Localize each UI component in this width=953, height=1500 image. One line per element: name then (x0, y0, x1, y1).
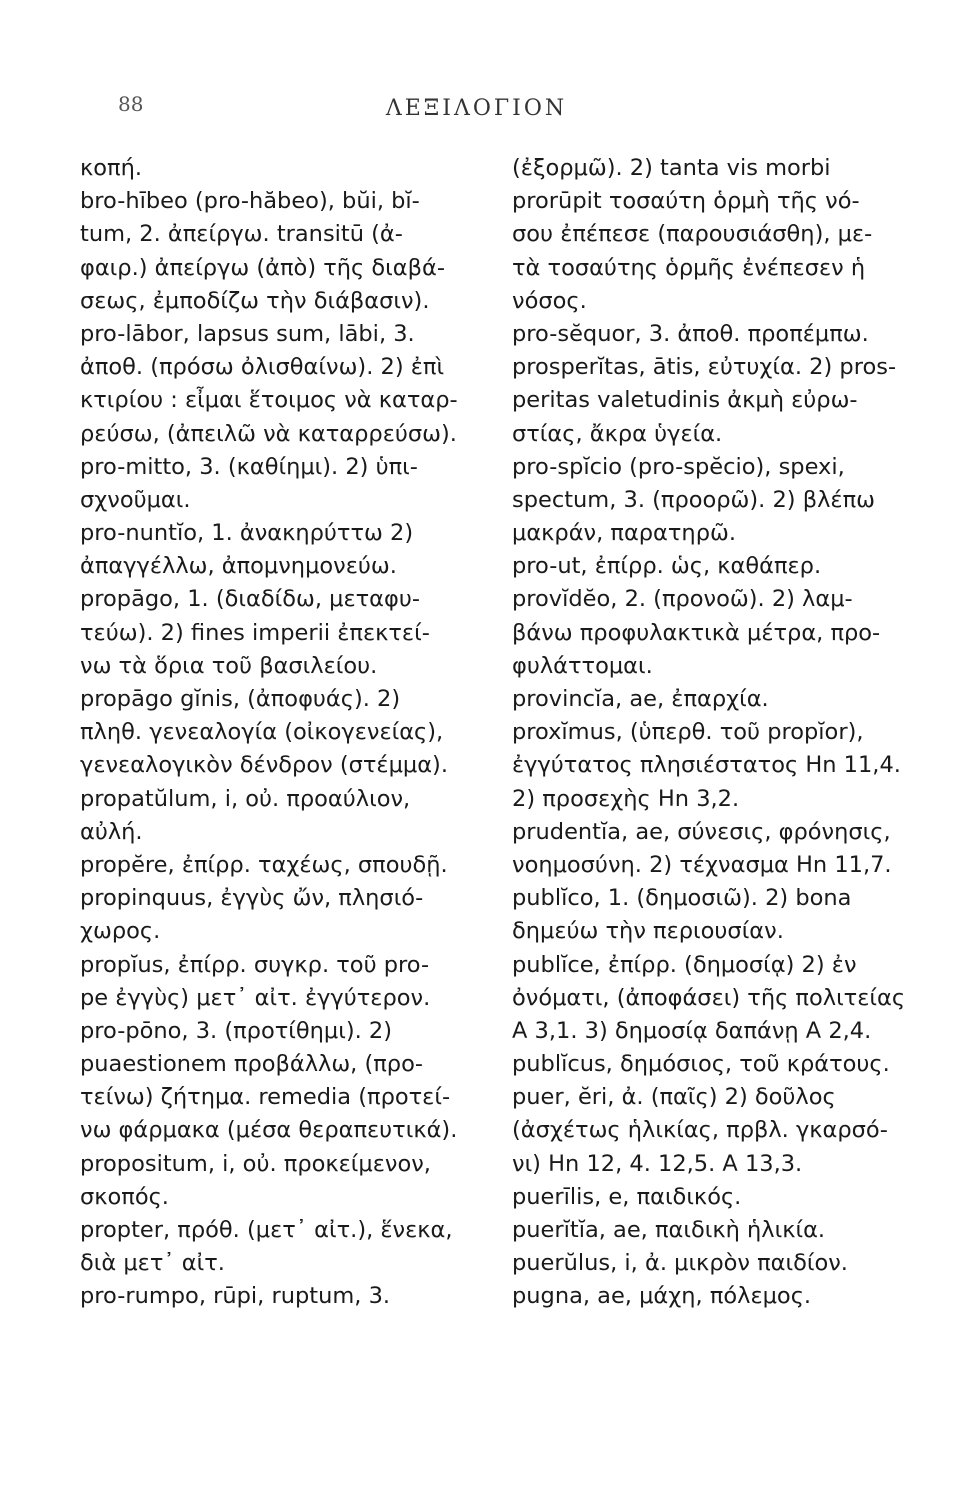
entry-line: puaestionem προβάλλω, (προ- (80, 1051, 423, 1078)
entry-line: δημεύω τὴν περιουσίαν. (512, 918, 784, 945)
entry-line: φαιρ.) ἀπείργω (ἀπὸ) τῆς διαβά- (80, 254, 445, 281)
right-column (512, 152, 932, 1314)
entry-line: propositum, i, οὐ. προκείμενον, (80, 1150, 431, 1177)
page-number: 88 (118, 92, 144, 116)
entry-line: puer, ĕri, ἀ. (παῖς) 2) δοῦλος (512, 1084, 836, 1111)
entry-line: νόσος. (512, 287, 587, 314)
entry-line: (ἐξορμῶ). 2) tanta vis morbi (512, 155, 831, 181)
entry-line: provincĭa, ae, ἐπαρχία. (512, 686, 769, 712)
entry-line: τὰ τοσαύτης ὁρμῆς ἐνέπεσεν ἡ (512, 254, 866, 281)
entry-line: peritas valetudinis ἀκμὴ εὐρω- (512, 387, 858, 414)
entry-line: propter, πρόθ. (μετ᾽ αἰτ.), ἕνεκα, (80, 1217, 453, 1243)
entry-line: τείνω) ζήτημα. remedia (προτεί- (80, 1084, 451, 1111)
entry-line: pro-lābor, lapsus sum, lābi, 3. (80, 320, 415, 347)
entry-line: tum, 2. ἀπείργω. transitū (ἀ- (80, 221, 403, 248)
entry-line: puerīlis, e, παιδικός. (512, 1183, 742, 1210)
entry-line: τεύω). 2) fines imperii ἐπεκτεί- (80, 619, 430, 646)
entry-line: γενεαλογικὸν δένδρον (στέμμα). (80, 752, 448, 779)
left-column (80, 152, 480, 1314)
entry-line: βάνω προφυλακτικὰ μέτρα, προ- (512, 619, 881, 646)
entry-line: puerĭtĭa, ae, παιδικὴ ἡλικία. (512, 1217, 826, 1243)
entry-line: σεως, ἐμποδίζω τὴν διάβασιν). (80, 287, 430, 314)
entry-line: pro-nuntĭo, 1. ἀνακηρύττω 2) (80, 520, 414, 547)
entry-line: 2) προσεχὴς Ηn 3,2. (512, 785, 740, 812)
entry-line: propāgo gĭnis, (ἀποφυάς). 2) (80, 686, 401, 712)
entry-line: σου ἐπέπεσε (παρουσιάσθη), με- (512, 221, 873, 248)
entry-line: σχνοῦμαι. (80, 486, 191, 513)
entry-line: Α 3,1. 3) δημοσίᾳ δαπάνῃ Α 2,4. (512, 1017, 872, 1044)
entry-line: πληθ. γενεαλογία (οἰκογενείας), (80, 719, 444, 746)
entry-line: νω φάρμακα (μέσα θεραπευτικά). (80, 1117, 458, 1144)
entry-line: propatŭlum, i, οὐ. προαύλιον, (80, 785, 411, 812)
entry-line: bro-hībeo (pro-hăbeo), bŭi, bĭ- (80, 188, 420, 215)
entry-line: ἀπαγγέλλω, ἀπομνημονεύω. (80, 553, 397, 580)
entry-line: puerŭlus, i, ἀ. μικρὸν παιδίον. (512, 1250, 848, 1277)
entry-line: pro-rumpo, rūpi, ruptum, 3. (80, 1283, 391, 1310)
entry-line: pe ἐγγὺς) μετ᾽ αἰτ. ἐγγύτερον. (80, 984, 431, 1011)
entry-line: proxĭmus, (ὑπερθ. τοῦ propĭor), (512, 719, 864, 746)
entry-line: pugna, ae, μάχη, πόλεμος. (512, 1283, 812, 1310)
entry-line: provĭdĕo, 2. (προνοῶ). 2) λαμ- (512, 586, 853, 613)
entry-line: pro-mitto, 3. (καθίημι). 2) ὑπι- (80, 453, 418, 480)
entry-line: κοπή. (80, 155, 142, 181)
entry-line: prosperĭtas, ātis, εὐτυχία. 2) pros- (512, 354, 897, 381)
entry-line: propinquus, ἐγγὺς ὤν, πλησιό- (80, 885, 424, 912)
entry-line: publĭcus, δημόσιος, τοῦ κράτους. (512, 1051, 890, 1078)
entry-line: prorūpit τοσαύτη ὁρμὴ τῆς νό- (512, 188, 860, 215)
entry-line: ρεύσω, (ἀπειλῶ νὰ καταρρεύσω). (80, 420, 457, 447)
entry-line: propĕre, ἐπίρρ. ταχέως, σπουδῇ. (80, 851, 448, 878)
entry-line: νω τὰ ὅρια τοῦ βασιλείου. (80, 652, 378, 679)
entry-line: σκοπός. (80, 1183, 169, 1210)
entry-line: pro-pōno, 3. (προτίθημι). 2) (80, 1017, 393, 1044)
entry-line: ἐγγύτατος πλησιέστατος Ηn 11,4. (512, 752, 901, 779)
running-head: ΛΕΞΙΛΟΓΙΟΝ (385, 96, 568, 121)
entry-line: φυλάττομαι. (512, 652, 653, 679)
entry-line: spectum, 3. (προορῶ). 2) βλέπω (512, 486, 875, 513)
entry-line: pro-spĭcio (pro-spĕcio), spexi, (512, 453, 845, 480)
entry-line: publĭco, 1. (δημοσιῶ). 2) bona (512, 885, 852, 912)
entry-line: νι) Ηn 12, 4. 12,5. Α 13,3. (512, 1150, 803, 1177)
entry-line: pro-ut, ἐπίρρ. ὡς, καθάπερ. (512, 553, 822, 580)
entry-line: propāgo, 1. (διαδίδω, μεταφυ- (80, 586, 420, 613)
entry-line: publĭce, ἐπίρρ. (δημοσίᾳ) 2) ἐν (512, 951, 857, 978)
entry-line: μακράν, παρατηρῶ. (512, 520, 736, 547)
entry-line: χωρος. (80, 918, 161, 945)
entry-line: prudentĭa, ae, σύνεσις, φρόνησις, (512, 818, 891, 845)
entry-line: ἀποθ. (πρόσω ὀλισθαίνω). 2) ἐπὶ (80, 354, 445, 381)
entry-line: propĭus, ἐπίρρ. συγκρ. τοῦ pro- (80, 951, 430, 978)
entry-line: pro-sĕquor, 3. ἀποθ. προπέμπω. (512, 320, 869, 347)
entry-line: ὀνόματι, (ἀποφάσει) τῆς πολιτείας (512, 984, 906, 1011)
entry-line: στίας, ἄκρα ὑγεία. (512, 420, 723, 447)
entry-line: νοημοσύνη. 2) τέχνασμα Ηn 11,7. (512, 851, 892, 878)
entry-line: διὰ μετ᾽ αἰτ. (80, 1250, 225, 1277)
entry-line: κτιρίου : εἶμαι ἕτοιμος νὰ καταρ- (80, 387, 458, 414)
entry-line: (ἀσχέτως ἡλικίας, πρβλ. γκαρσό- (512, 1117, 888, 1144)
entry-line: αὐλή. (80, 818, 143, 845)
